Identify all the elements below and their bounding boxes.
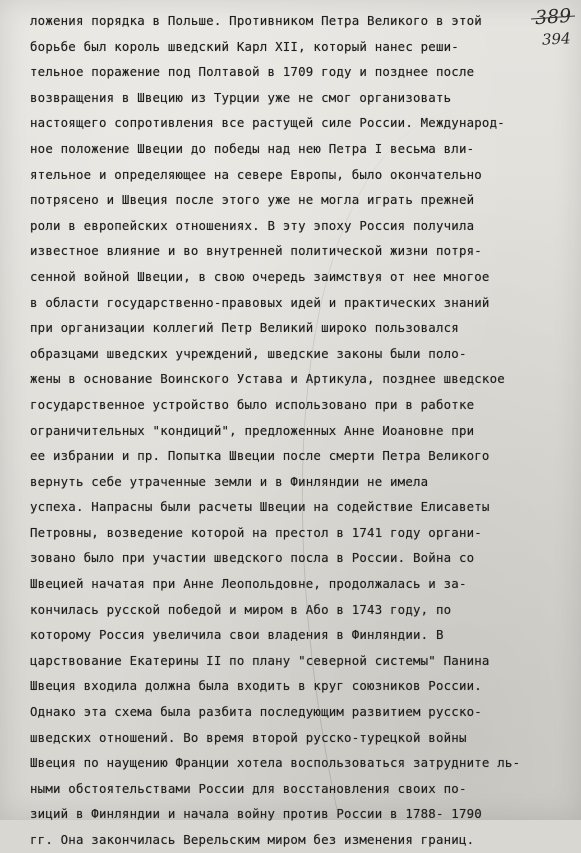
text-line: зовано было при участии шведского посла в России. Война со xyxy=(30,550,475,566)
text-line: потрясено и Швеция после этого уже не могла играть прежней xyxy=(30,192,475,208)
text-line: Швеция по наущению Франции хотела воспользоваться затрудните ль- xyxy=(30,755,521,771)
text-line: в области государственно-правовых идей и практических знаний xyxy=(30,294,490,310)
text-line: Петровны, возведение которой на престол в 1741 году органи- xyxy=(30,524,482,540)
text-line: царствование Екатерины II по плану "северной системы" Панина xyxy=(30,652,490,668)
text-line: кончилась русской победой и миром в Або в 1743 году, по xyxy=(30,601,452,617)
text-line: шведских отношений. Во время второй русско-турецкой войны xyxy=(30,729,467,745)
text-line: ее избрании и пр. Попытка Швеции после смерти Петра Великого xyxy=(30,448,490,464)
text-line: зиций в Финляндии и начала войну против России в 1788- 1790 xyxy=(30,806,482,822)
text-line: государственное устройство было использовано при в работке xyxy=(30,396,475,412)
text-line: при организации коллегий Петр Великий широко пользовался xyxy=(30,320,459,336)
text-line: известное влияние и во внутренней политической жизни потря- xyxy=(30,243,482,259)
text-line: настоящего сопротивления все растущей силе России. Международ- xyxy=(30,115,505,131)
text-line: жены в основание Воинского Устава и Артикула, позднее шведское xyxy=(30,371,505,387)
text-line: Швеция входила должна была входить в круг союзников России. xyxy=(30,678,482,694)
text-line: Швецией начатая при Анне Леопольдовне, продолжалась и за- xyxy=(30,576,467,592)
text-line: вернуть себе утраченные земли и в Финляндии не имела xyxy=(30,473,429,489)
text-line: ными обстоятельствами России для восстановления своих по- xyxy=(30,780,467,796)
page-number-new: 394 xyxy=(541,29,572,49)
body-text xyxy=(30,8,558,853)
text-line: гг. Она закончилась Верельским миром без изменения границ. xyxy=(30,832,475,847)
text-line: ное положение Швеции до победы над нею Петра I весьма вли- xyxy=(30,140,475,156)
text-line: ятельное и определяющее на севере Европы, было окончательно xyxy=(30,166,482,182)
text-line: роли в европейских отношениях. В эту эпоху Россия получила xyxy=(30,217,475,233)
page-number-old: 389 xyxy=(534,4,572,30)
text-line: успеха. Напрасны были расчеты Швеции на содействие Елисаветы xyxy=(30,499,490,515)
text-line: Однако эта схема была разбита последующим развитием русско- xyxy=(30,704,482,720)
text-line: сенной войной Швеции, в свою очередь заимствуя от нее многое xyxy=(30,268,490,284)
text-line: борьбе был король шведский Карл XII, который нанес реши- xyxy=(30,38,459,54)
text-line: возвращения в Швецию из Турции уже не смог организовать xyxy=(30,89,452,105)
text-line: тельное поражение под Полтавой в 1709 году и позднее после xyxy=(30,64,475,80)
text-line: ложения порядка в Польше. Противником Петра Великого в этой xyxy=(30,13,482,28)
text-line: образцами шведских учреждений, шведские законы были поло- xyxy=(30,345,467,361)
text-line: которому Россия увеличила свои владения в Финляндии. В xyxy=(30,627,444,643)
text-line: ограничительных "кондиций", предложенных Анне Иоановне при xyxy=(30,422,475,438)
